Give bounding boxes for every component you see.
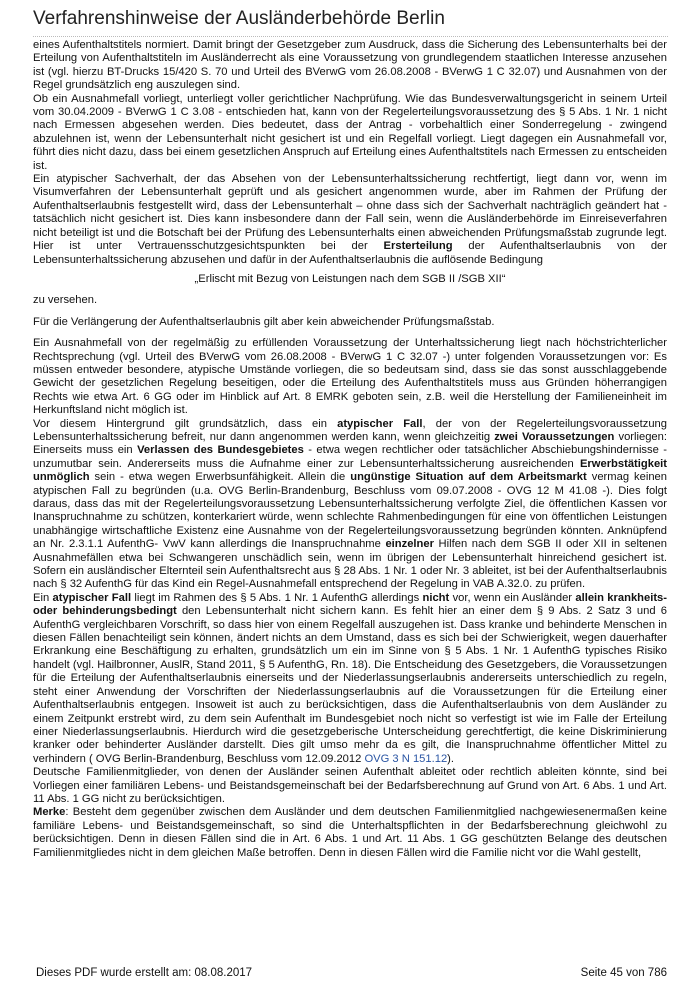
text-run: ). [447, 752, 455, 765]
paragraph [33, 806, 667, 860]
text-run: Ein atypischer Sachverhalt, der das Absehen von der Lebensunterhaltssicherung rechtfertigt, liegt dann vor, wenn im Visumverfahren der Lebensunterhalt geprüft und als gesichert angenommen wurde, aber im Rahmen der Prüfung der Aufenthaltserlaubnis festgestellt wird, dass der Lebensunterhalt – ohne dass sich der Sachverhalt nachträglich geändert hat - tatsächlich nicht gesichert ist. Dies kann insbesondere dann der Fall sein, wenn die Ausländerbehörde im Einreiseverfahren nicht beteiligt ist und die Botschaft bei der Prüfung des Lebensunterhalts einen abweichenden Prüfungsmaßstab zugrunde legt. Hier ist unter Vertrauensschutzgesichtspunkten bei der [33, 173, 667, 253]
text-run: - etwa wegen rechtlicher oder tatsächlicher Abschiebungshindernisse - unzumutbar sein. Andererseits muss die Aufnahme einer zur Lebensunterhaltssicherung ausreichenden [33, 444, 667, 470]
text-run: den Lebensunterhalt nicht sichern kann. Es fehlt hier an einer dem § 9 Abs. 2 Satz 3 und 6 AufenthG vergleichbaren Vorschrift, so dass hier von einem Regelfall auszugehen ist. Dass kranke und behinderte Menschen in diesen Fällen benachteiligt sein können, ändert nichts an dem Umstand, dass es sich bei der Schwierigkeit, wegen dauerhafter Erkrankung eine Beschäftigung zu erhalten, grundsätzlich um ein im Sinne von § 5 Abs. 1 Nr. 1 AufenthG typisches Risiko handelt (vgl. Hailbronner, AuslR, Stand 2011, § 5 AufenthG, Rn. 18). Die Entscheidung des Gesetzgebers, die Voraussetzungen für die Erteilung der Aufenthaltserlaubnis einerseits und der Niederlassungserlaubnis andererseits unterschiedlich zu regeln, steht einer Anwendung der Vorschriften der Niederlassungserlaubnis auf die Voraussetzungen für die Erteilung einer Aufenthaltserlaubnis entgegen. Insoweit ist auch zu berücksichtigen, dass die Aufenthaltserlaubnis von dem Ausländer zu einem Zeitpunkt erstrebt wird, zu dem sein Aufenthalt im Bundesgebiet noch nicht so verfestigt ist wie im Falle der Erteilung einer Niederlassungserlaubnis. Hierdurch wird die gesetzgeberische Unterscheidung gerechtfertigt, die keine Diskriminierung kranker oder behinderter Ausländer darstellt. Dies gilt umso mehr da es gilt, die Inanspruchnahme öffentlicher Mittel zu verhindern ( OVG Berlin-Brandenburg, Beschluss vom 12.09.2012 [33, 605, 667, 765]
text-run: : Besteht dem gegenüber zwischen dem Ausländer und dem deutschen Familienmitglied nachgewiesenermaßen keine familiäre Lebens- und Beistandsgemeinschaft, so sind die Unterhaltspflichten in der Bedarfsberechnung gleichwohl zu berücksichtigen. Denn in diesen Fällen sind die in Art. 6 Abs. 1 und Art. 11 Abs. 1 GG geschützten Belange des deutschen Familienmitgliedes nicht in dem gleichen Maße betroffen. Denn in diesen Fällen wird die Familie nicht vor die Wahl gestellt, [33, 806, 667, 859]
quoted-condition: „Erlischt mit Bezug von Leistungen nach dem SGB II /SGB XII“ [194, 272, 506, 285]
bold-text: atypischer Fall [337, 417, 423, 430]
text-run: , der von der Regelerteilungsvoraussetzung Lebensunterhaltssicherung befreit, nur dann angenommen werden kann, wenn gleichzeitig [33, 417, 667, 443]
paragraph: zu versehen. [33, 294, 98, 307]
text-run: vorliegen: Einerseits muss ein [33, 430, 667, 457]
paragraph [33, 173, 667, 267]
paragraph: eines Aufenthaltstitels normiert. Damit bringt der Gesetzgeber zum Ausdruck, dass die Sicherung des Lebensunterhalts bei der Erteilung von Aufenthaltstiteln im Ausländerrecht als eine Voraussetzung von grundlegendem staatlichen Interesse anzusehen ist (vgl. hierzu BT-Drucks 15/420 S. 70 und Urteil des BVerwG vom 26.08.2008 - BVerwG 1 C 32.07) und Ausnahmen von der Regel grundsätzlich eng auszulegen sind. [33, 39, 667, 92]
paragraph: Deutsche Familienmitglieder, von denen der Ausländer seinen Aufenthalt ableitet oder rechtlich ableiten könnte, sind bei Vorliegen einer familiären Lebens- und Beistandsgemeinschaft bei der Bedarfsberechnung auf Grund von Art. 6 Abs. 1 und Art. 11 Abs. 1 GG nicht zu berücksichtigen. [33, 766, 667, 805]
header-divider [33, 36, 668, 37]
text-run: sein - etwa wegen Erwerbsunfähigkeit. Allein die [89, 471, 351, 484]
text-run: der Aufenthaltserlaubnis von der Lebensunterhaltssicherung abzusehen und dafür in der Aufenthaltserlaubnis die auflösende Bedingung [33, 240, 667, 266]
bold-text: ungünstige Situation auf dem Arbeitsmarkt [350, 471, 587, 484]
text-run: vor, wenn ein Ausländer [449, 591, 576, 604]
paragraph: Ein Ausnahmefall von der regelmäßig zu erfüllenden Voraussetzung der Unterhaltssicherung liegt nach höchstrichterlicher Rechtsprechung (vgl. Urteil des BVerwG vom 26.08.2008 - BVerwG 1 C 32.07 -) unter folgenden Voraussetzungen vor: Es müssen entweder besondere, atypische Umstände vorliegen, die so bedeutsam sind, dass sie das sonst ausschlaggebende Gewicht der gesetzlichen Regelung beseitigen, oder die Erteilung des Aufenthaltstitels muss aus Gründen höherrangigen Rechts wie etwa Art. 6 GG oder im Hinblick auf Art. 8 EMRK geboten sein, z.B. weil die Herstellung der Familieneinheit im Herkunftsland nicht möglich ist. [33, 337, 667, 417]
text-run: Vor diesem Hintergrund gilt grundsätzlich, dass ein [33, 417, 338, 430]
paragraph [33, 418, 667, 592]
bold-text: einzelner [385, 538, 434, 551]
text-run: Ein [33, 591, 53, 604]
bold-text: nicht [422, 591, 450, 604]
bold-text: atypischer Fall [52, 591, 132, 604]
bold-text: Ersterteilung [383, 240, 453, 253]
text-run: liegt im Rahmen des § 5 Abs. 1 Nr. 1 AufenthG allerdings [131, 591, 423, 604]
bold-text: Merke [33, 806, 66, 819]
bold-text: Verlassen des Bundesgebietes [137, 444, 304, 457]
text-run: Hilfen nach dem SGB II oder XII in seltenen Ausnahmefällen etwa bei Schwangeren unschädlich sein, wenn im übrigen der Lebensunterhalt hinreichend gesichert ist. Sofern ein ausländischer Elternteil sein Aufenthaltsrecht aus § 28 Abs. 1 Nr. 1 oder Nr. 3 ableitet, ist bei der Aufenthaltserlaubnis nach § 32 AufenthG für das Kind ein Regel-Ausnahmefall entsprechend der Regelung in VAB A.32.0. zu prüfen. [33, 538, 667, 591]
page-title: Verfahrenshinweise der Ausländerbehörde Berlin [33, 8, 445, 29]
case-reference-link[interactable]: OVG 3 N 151.12 [364, 752, 448, 765]
text-run: vermag keinen atypischen Fall zu begründen (u.a. OVG Berlin-Brandenburg, Beschluss vom 09.07.2008 - OVG 12 M 41.08 -). Dies folgt daraus, dass das mit der Regelerteilungsvoraussetzung Lebensunterhaltssicherung verfolgte Ziel, die öffentlichen Kassen vor Inanspruchnahme zu schützen, konterkariert würde, wenn schlechte Rahmenbedingungen für eine von öffentlichen Leistungen unabhängige wirtschaftliche Existenz eine Ausnahme von der Regelerteilungsvoraussetzung begründen könnten. Anknüpfend an Nr. 2.3.1.1 AufenthG- VwV kann allerdings die Inanspruchnahme [33, 471, 668, 551]
footer-page-number: Seite 45 von 786 [580, 967, 667, 979]
document-body [33, 39, 667, 860]
paragraph: Ob ein Ausnahmefall vorliegt, unterliegt voller gerichtlicher Nachprüfung. Wie das Bundesverwaltungsgericht in seinem Urteil vom 30.04.2009 - BVerwG 1 C 3.08 - entschieden hat, kann von der Regelerteilungsvoraussetzung des § 5 Abs. 1 Nr. 1 nicht nach Ermessen abgesehen werden. Dies bedeutet, dass der Antrag - vorbehaltlich einer Sonderregelung - zwingend abzulehnen ist, wenn der Lebensunterhalt nicht gesichert ist und ein Regelfall vorliegt. Liegt dagegen ein Ausnahmefall vor, führt dies nicht dazu, dass bei einem gesetzlichen Anspruch auf Erteilung eines Aufenthaltstitels nach Ermessen zu entscheiden ist. [33, 92, 667, 172]
bold-text: zwei Voraussetzungen [494, 430, 615, 443]
bold-text: allein krankheits- oder behinderungsbedingt [33, 591, 667, 618]
bold-text: Erwerbstätigkeit unmöglich [33, 457, 667, 484]
paragraph [33, 592, 667, 766]
paragraph: Für die Verlängerung der Aufenthaltserlaubnis gilt aber kein abweichender Prüfungsmaßstab. [33, 315, 495, 328]
footer-created-date: Dieses PDF wurde erstellt am: 08.08.2017 [36, 967, 253, 979]
